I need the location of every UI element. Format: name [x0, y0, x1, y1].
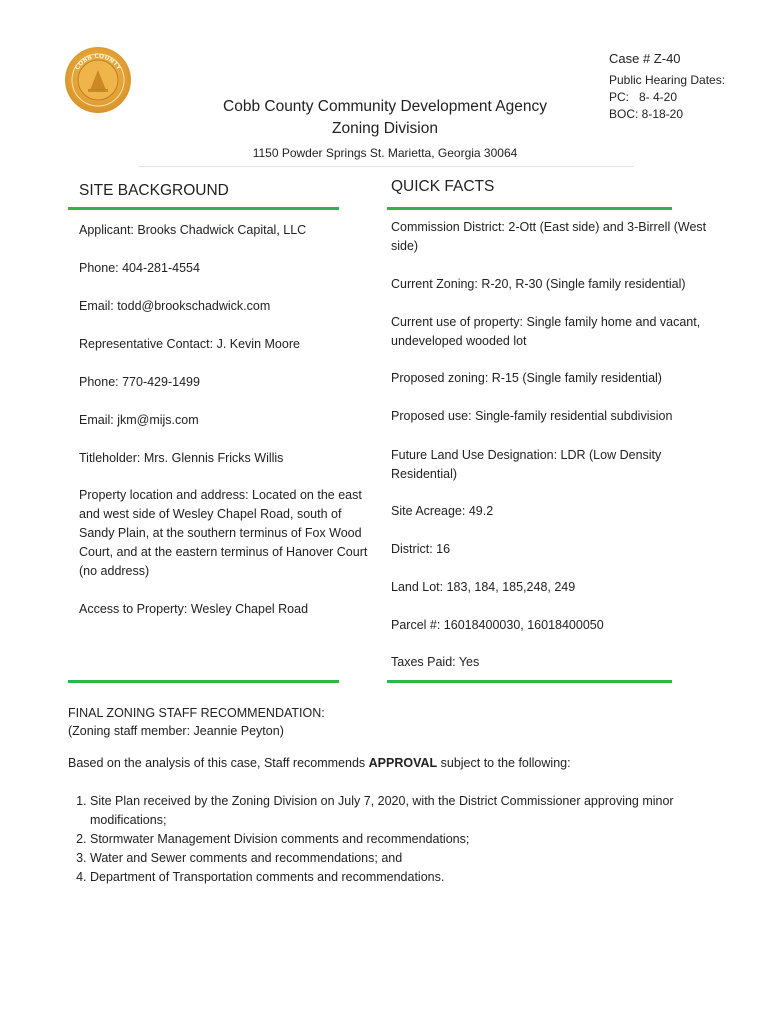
site-background-bottom-rule	[68, 680, 339, 683]
applicant-email: Email: todd@brookschadwick.com	[79, 299, 271, 313]
recommendation-intro	[68, 754, 718, 773]
staff-member: (Zoning staff member: Jeannie Peyton)	[68, 724, 284, 738]
district: District: 16	[391, 542, 451, 556]
header-divider	[138, 166, 634, 167]
land-lot: Land Lot: 183, 184, 185,248, 249	[391, 580, 576, 594]
case-info	[609, 50, 725, 123]
representative-contact: Representative Contact: J. Kevin Moore	[79, 337, 300, 351]
boc-date: BOC: 8-18-20	[609, 107, 684, 121]
county-seal-logo	[64, 46, 132, 114]
intro-text-end: subject to the following:	[437, 756, 571, 770]
current-zoning: Current Zoning: R-20, R-30 (Single family residential)	[391, 277, 686, 291]
svg-text:COBB COUNTY: COBB COUNTY	[73, 52, 123, 72]
site-background-title: SITE BACKGROUND	[79, 182, 229, 199]
agency-name: Cobb County Community Development Agency	[223, 98, 547, 115]
hearing-dates-label: Public Hearing Dates:	[609, 73, 726, 87]
quick-facts-rule	[387, 207, 672, 210]
condition-item: 1. Site Plan received by the Zoning Division on July 7, 2020, with the District Commissioner approving minor modifications;	[90, 792, 690, 830]
future-land-use: Future Land Use Designation: LDR (Low Density Residential)	[391, 448, 662, 481]
pc-date: PC: 8- 4-20	[609, 90, 678, 104]
intro-text: Based on the analysis of this case, Staff recommends	[68, 756, 369, 770]
property-access: Access to Property: Wesley Chapel Road	[79, 602, 309, 616]
property-location: Property location and address: Located on the east and west side of Wesley Chapel Road, south of Sandy Plain, at the southern terminus of Fox Wood Court, and at the eastern terminus of Hanover Court (no address)	[79, 488, 368, 578]
current-use: Current use of property: Single family home and vacant, undeveloped wooded lot	[391, 315, 701, 348]
condition-item: 4. Department of Transportation comments and recommendations.	[90, 868, 690, 887]
parcel-number: Parcel #: 16018400030, 16018400050	[391, 618, 604, 632]
quick-facts-title: QUICK FACTS	[391, 178, 495, 195]
case-number: Case # Z-40	[609, 51, 681, 66]
site-acreage: Site Acreage: 49.2	[391, 504, 494, 518]
representative-phone: Phone: 770-429-1499	[79, 375, 200, 389]
conditions-list	[68, 792, 690, 887]
condition-item: 3. Water and Sewer comments and recommendations; and	[90, 849, 690, 868]
applicant-phone: Phone: 404-281-4554	[79, 261, 200, 275]
agency-header	[190, 96, 580, 160]
condition-item: 2. Stormwater Management Division comments and recommendations;	[90, 830, 690, 849]
commission-district: Commission District: 2-Ott (East side) and 3-Birrell (West side)	[391, 220, 707, 253]
division-name: Zoning Division	[332, 120, 438, 137]
proposed-zoning: Proposed zoning: R-15 (Single family residential)	[391, 371, 662, 385]
proposed-use: Proposed use: Single-family residential subdivision	[391, 409, 673, 423]
applicant: Applicant: Brooks Chadwick Capital, LLC	[79, 223, 307, 237]
recommendation-heading: FINAL ZONING STAFF RECOMMENDATION:	[68, 706, 325, 720]
site-background-rule	[68, 207, 339, 210]
titleholder: Titleholder: Mrs. Glennis Fricks Willis	[79, 451, 284, 465]
approval-status: APPROVAL	[368, 756, 438, 770]
representative-email: Email: jkm@mijs.com	[79, 413, 199, 427]
agency-address: 1150 Powder Springs St. Marietta, Georgia 30064	[252, 146, 518, 160]
taxes-paid: Taxes Paid: Yes	[391, 655, 480, 669]
quick-facts-bottom-rule	[387, 680, 672, 683]
